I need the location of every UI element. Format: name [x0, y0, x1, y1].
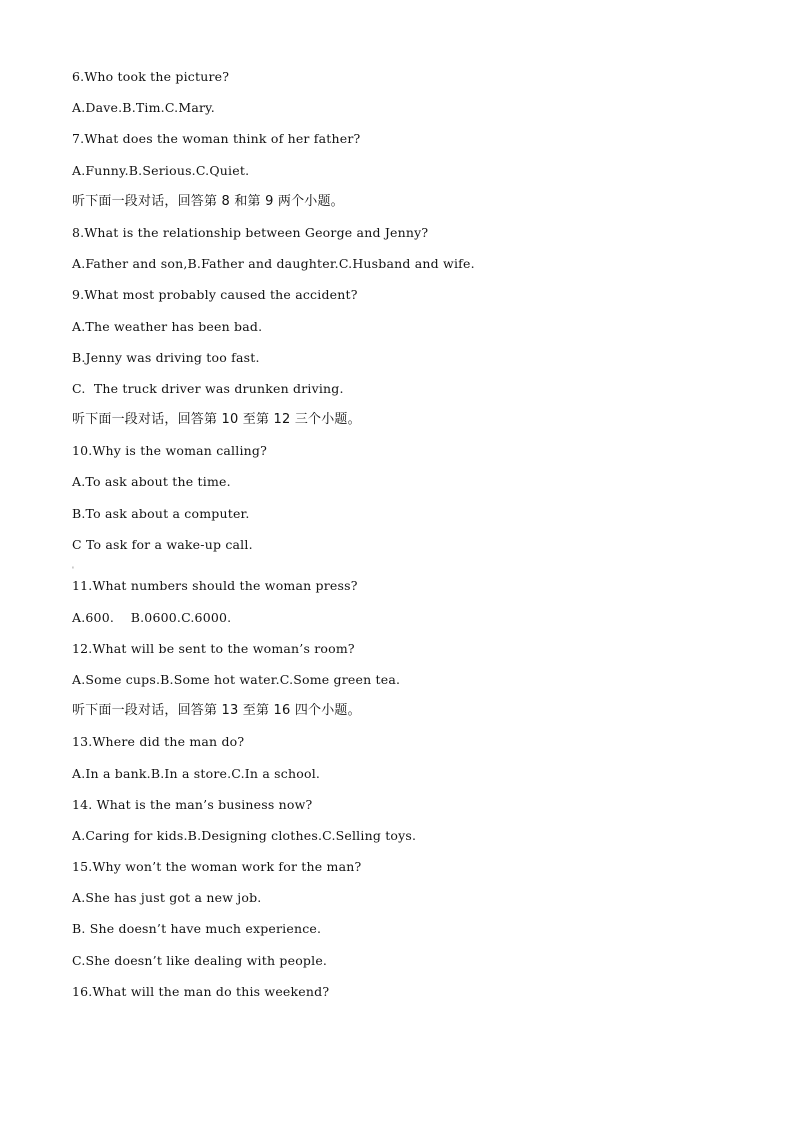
answer-options: A.Some cups.B.Some hot water.C.Some green tea.: [72, 671, 401, 687]
answer-options: C. The truck driver was drunken driving.: [72, 380, 344, 396]
answer-options: C To ask for a wake-up call.: [72, 536, 253, 552]
answer-options: A.Father and son,B.Father and daughter.C.Husband and wife.: [72, 256, 475, 272]
answer-options: A.Dave.B.Tim.C.Mary.: [72, 100, 215, 116]
answer-options: B.Jenny was driving too fast.: [72, 349, 260, 365]
answer-options: B. She doesn’t have much experience.: [72, 921, 322, 937]
answer-options: A.In a bank.B.In a store.C.In a school.: [72, 765, 321, 781]
question-text: 6.Who took the picture?: [72, 69, 230, 84]
section-instruction: 听下面一段对话，回答第 13 至第 16 四个小题。: [72, 703, 361, 719]
answer-options: A.She has just got a new job.: [72, 890, 262, 906]
answer-options: B.To ask about a computer.: [72, 505, 250, 521]
question-text: 9.What most probably caused the accident?: [72, 287, 358, 303]
question-text: 15.Why won’t the woman work for the man?: [72, 859, 362, 875]
question-text: 12.What will be sent to the woman’s room?: [72, 640, 355, 656]
answer-options: A.Funny.B.Serious.C.Quiet.: [72, 162, 250, 178]
question-text: 10.Why is the woman calling?: [72, 443, 267, 459]
document-body: [72, 66, 752, 1012]
question-text: 16.What will the man do this weekend?: [72, 983, 330, 999]
question-text: 14. What is the man’s business now?: [72, 796, 313, 812]
stray-mark: ': [72, 566, 75, 574]
answer-options: A.The weather has been bad.: [72, 318, 263, 334]
question-text: 11.What numbers should the woman press?: [72, 578, 358, 594]
section-instruction: 听下面一段对话，回答第 8 和第 9 两个小题。: [72, 193, 344, 209]
question-text: 13.Where did the man do?: [72, 734, 245, 750]
answer-options: A.600. B.0600.C.6000.: [72, 609, 232, 625]
answer-options: C.She doesn’t like dealing with people.: [72, 952, 328, 968]
question-text: 8.What is the relationship between George and Jenny?: [72, 224, 429, 240]
section-instruction: 听下面一段对话，回答第 10 至第 12 三个小题。: [72, 412, 361, 428]
question-text: 7.What does the woman think of her father?: [72, 131, 361, 147]
answer-options: A.Caring for kids.B.Designing clothes.C.Selling toys.: [72, 827, 417, 843]
answer-options: A.To ask about the time.: [72, 474, 231, 490]
